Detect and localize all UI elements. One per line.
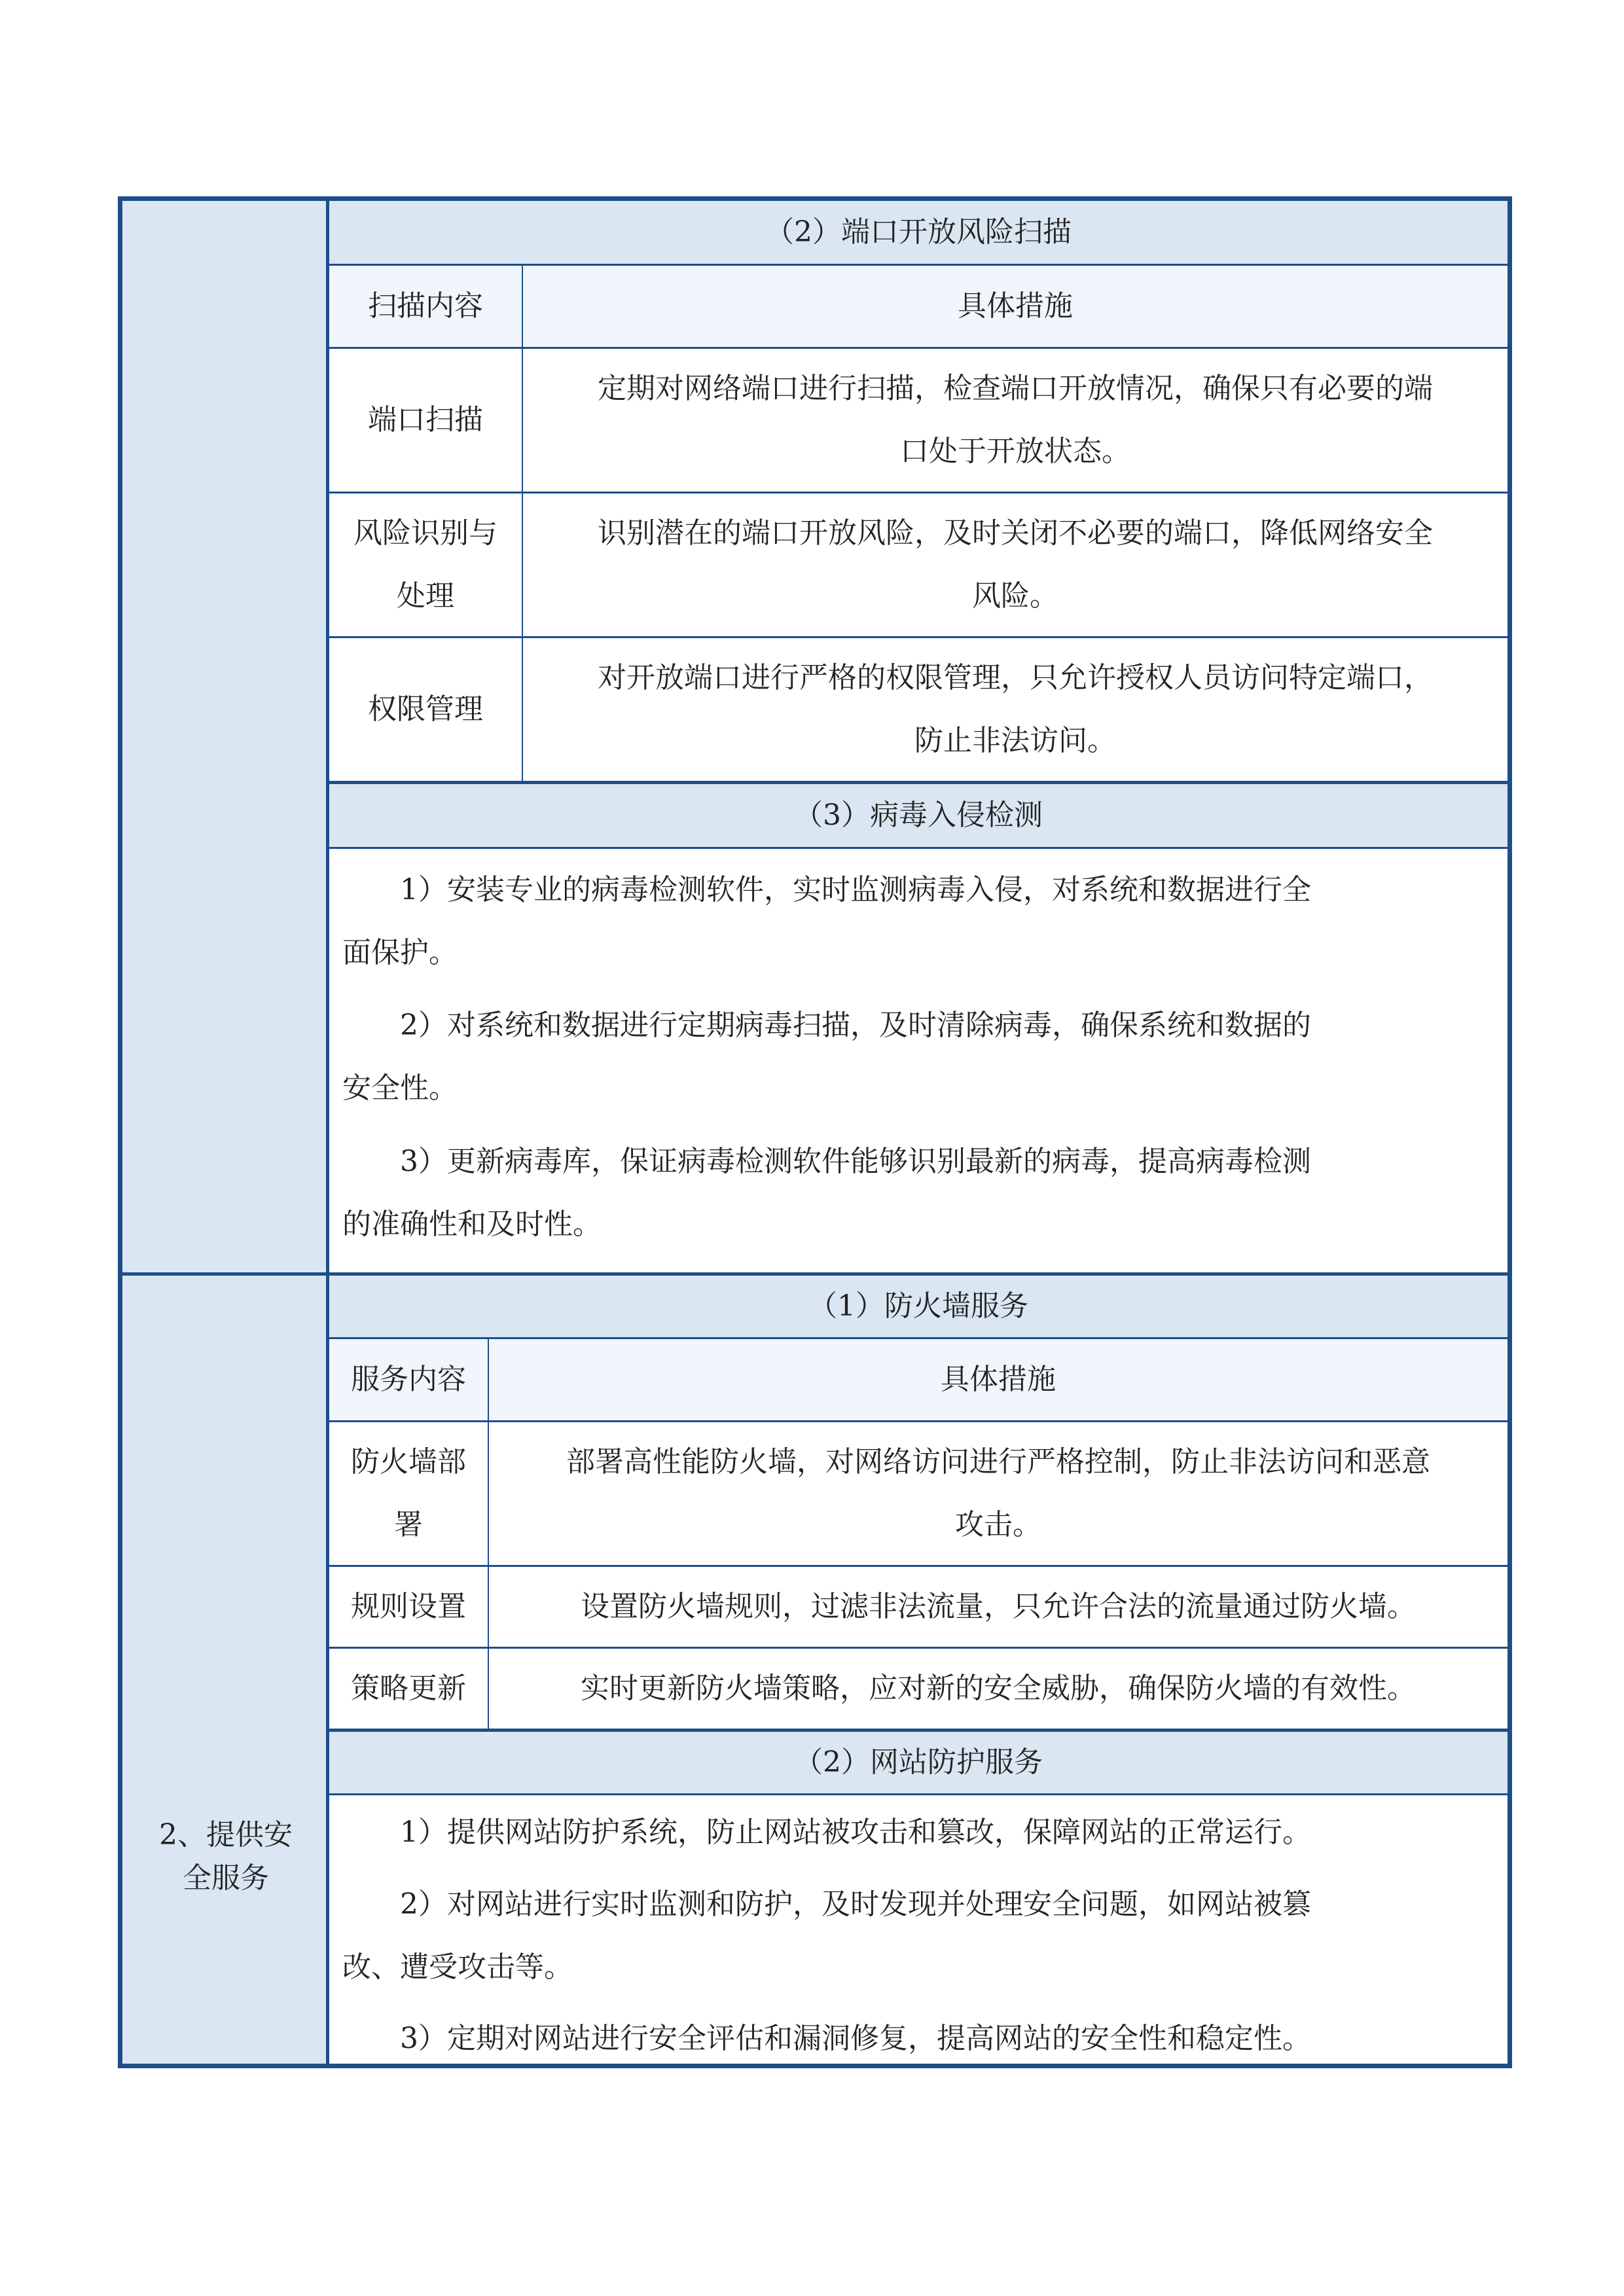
scan-item-risk-handling: 风险识别与 处理 xyxy=(353,516,497,613)
service-item-firewall-deploy: 防火墙部 署 xyxy=(351,1445,466,1541)
row-divider xyxy=(329,1793,1507,1795)
category-label-security-service: 2、提供安 全服务 xyxy=(159,1818,293,1895)
scan-measure: 对开放端口进行严格的权限管理，只允许授权人员访问特定端口， 防止非法访问。 xyxy=(598,661,1433,757)
left-category-column xyxy=(122,201,329,2064)
virus-detection-title-row xyxy=(329,784,1507,847)
table-row xyxy=(329,493,1507,636)
service-table xyxy=(118,196,1512,2068)
virus-paragraph-3: 3）更新病毒库，保证病毒检测软件能够识别最新的病毒，提高病毒检测 的准确性和及时性。 xyxy=(342,1145,1311,1241)
category-divider xyxy=(122,1272,326,1276)
service-item-rule-setting: 规则设置 xyxy=(351,1590,466,1623)
service-measure: 实时更新防火墙策略，应对新的安全威胁，确保防火墙的有效性。 xyxy=(581,1672,1416,1705)
firewall-column-header-row xyxy=(329,1339,1507,1420)
website-paragraph-3: 3）定期对网站进行安全评估和漏洞修复，提高网站的安全性和稳定性。 xyxy=(400,2022,1311,2055)
table-row xyxy=(329,638,1507,781)
website-paragraph-1: 1）提供网站防护系统，防止网站被攻击和篡改，保障网站的正常运行。 xyxy=(400,1816,1311,1849)
port-scan-column-header-row xyxy=(329,266,1507,347)
website-protection-title: （2）网站防护服务 xyxy=(794,1746,1043,1779)
service-item-policy-update: 策略更新 xyxy=(351,1672,466,1705)
firewall-title-row xyxy=(329,1276,1507,1337)
column-divider xyxy=(488,1339,489,1729)
column-divider xyxy=(522,266,523,781)
scan-measure: 定期对网络端口进行扫描，检查端口开放情况，确保只有必要的端 口处于开放状态。 xyxy=(598,372,1433,468)
service-measure: 部署高性能防火墙，对网络访问进行严格控制，防止非法访问和恶意 攻击。 xyxy=(566,1445,1430,1541)
service-measure: 设置防火墙规则，过滤非法流量，只允许合法的流量通过防火墙。 xyxy=(581,1590,1416,1623)
scan-item-port-scan: 端口扫描 xyxy=(368,403,483,437)
virus-paragraph-2: 2）对系统和数据进行定期病毒扫描，及时清除病毒，确保系统和数据的 安全性。 xyxy=(342,1009,1311,1105)
column-header-measures: 具体措施 xyxy=(941,1363,1056,1396)
port-scan-title: （2）端口开放风险扫描 xyxy=(765,215,1072,249)
table-row xyxy=(329,1649,1507,1729)
column-header-scan-content: 扫描内容 xyxy=(368,289,483,323)
firewall-title: （1）防火墙服务 xyxy=(808,1289,1028,1323)
table-row xyxy=(329,1422,1507,1565)
scan-item-permission: 权限管理 xyxy=(368,692,483,726)
table-row xyxy=(329,1567,1507,1647)
column-header-measures: 具体措施 xyxy=(958,289,1073,323)
virus-paragraph-1: 1）安装专业的病毒检测软件，实时监测病毒入侵，对系统和数据进行全 面保护。 xyxy=(342,873,1311,969)
website-protection-title-row xyxy=(329,1732,1507,1793)
row-divider xyxy=(329,847,1507,849)
table-row xyxy=(329,349,1507,492)
port-scan-title-row xyxy=(329,201,1507,264)
column-header-service-content: 服务内容 xyxy=(351,1363,466,1396)
scan-measure: 识别潜在的端口开放风险，及时关闭不必要的端口，降低网络安全 风险。 xyxy=(598,516,1433,613)
virus-detection-title: （3）病毒入侵检测 xyxy=(794,798,1043,832)
website-paragraph-2: 2）对网站进行实时监测和防护，及时发现并处理安全问题，如网站被篡 改、遭受攻击等。 xyxy=(342,1888,1311,1984)
